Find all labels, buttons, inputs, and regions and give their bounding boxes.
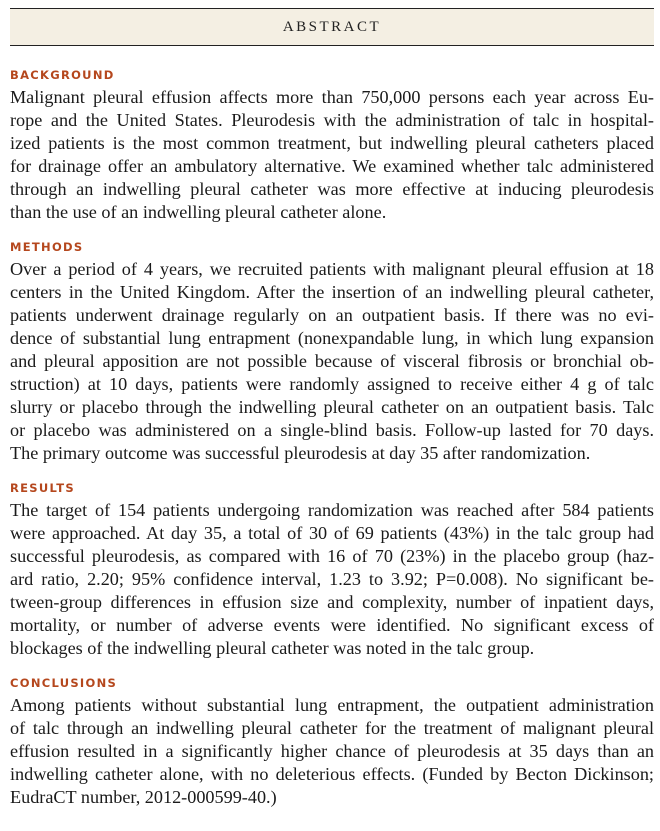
body-text-line: mortality, or number of adverse events were identified. No significant excess of bbox=[10, 615, 654, 635]
body-text-line: patients underwent drainage regularly on an outpatient basis. If there was no evi- bbox=[10, 305, 654, 325]
body-text-line: tween-group differences in effusion size and complexity, number of inpatient days, bbox=[10, 592, 654, 612]
body-text-line: were approached. At day 35, a total of 30 of 69 patients (43%) in the talc group had bbox=[10, 523, 654, 543]
abstract-title: ABSTRACT bbox=[282, 18, 382, 35]
body-text-line: blockages of the indwelling pleural catheter was noted in the talc group. bbox=[10, 638, 535, 658]
body-text-line: centers in the United Kingdom. After the insertion of an indwelling pleural catheter, bbox=[10, 282, 654, 302]
body-text-line: successful pleurodesis, as compared with 16 of 70 (23%) in the placebo group (haz- bbox=[10, 546, 654, 566]
body-text-line: and pleural apposition are not possible because of visceral fibrosis or bronchial ob- bbox=[10, 351, 654, 371]
body-text-line: Over a period of 4 years, we recruited patients with malignant pleural effusion at 18 bbox=[10, 259, 654, 279]
body-text-line: rope and the United States. Pleurodesis with the administration of talc in hospital- bbox=[10, 110, 654, 130]
body-text-line: for drainage offer an ambulatory alternative. We examined whether talc administered bbox=[10, 156, 654, 176]
section-heading: METHODS bbox=[10, 240, 84, 254]
body-text-line: effusion resulted in a significantly higher chance of pleurodesis at 35 days than an bbox=[10, 741, 654, 761]
body-text-line: EudraCT number, 2012-000599-40.) bbox=[10, 787, 277, 807]
body-text-line: or placebo was administered on a single-blind basis. Follow-up lasted for 70 days. bbox=[10, 420, 654, 440]
body-text-line: than the use of an indwelling pleural catheter alone. bbox=[10, 202, 387, 222]
body-text-line: Among patients without substantial lung entrapment, the outpatient administration bbox=[10, 695, 654, 715]
abstract-header bbox=[10, 8, 654, 46]
section-conclusions bbox=[8, 676, 660, 809]
section-results bbox=[8, 481, 660, 660]
abstract-body bbox=[8, 68, 660, 809]
section-background bbox=[8, 68, 660, 224]
abstract-page bbox=[0, 8, 660, 809]
body-text-line: ized patients is the most common treatment, but indwelling pleural catheters placed bbox=[10, 133, 654, 153]
body-text-line: indwelling catheter alone, with no deleterious effects. (Funded by Becton Dickinson; bbox=[10, 764, 654, 784]
body-text-line: The primary outcome was successful pleurodesis at day 35 after randomization. bbox=[10, 443, 591, 463]
body-text-line: dence of substantial lung entrapment (nonexpandable lung, in which lung expansion bbox=[10, 328, 654, 348]
body-text-line: The target of 154 patients undergoing randomization was reached after 584 patients bbox=[10, 500, 654, 520]
section-methods bbox=[8, 240, 660, 465]
body-text-line: of talc through an indwelling pleural catheter for the treatment of malignant pleural bbox=[10, 718, 654, 738]
body-text-line: struction) at 10 days, patients were randomly assigned to receive either 4 g of talc bbox=[10, 374, 654, 394]
body-text-line: through an indwelling pleural catheter was more effective at inducing pleurodesis bbox=[10, 179, 654, 199]
body-text-line: Malignant pleural effusion affects more than 750,000 persons each year across Eu- bbox=[10, 87, 654, 107]
body-text-line: ard ratio, 2.20; 95% confidence interval, 1.23 to 3.92; P=0.008). No significant be- bbox=[10, 569, 654, 589]
section-heading: BACKGROUND bbox=[10, 68, 115, 82]
section-heading: CONCLUSIONS bbox=[10, 676, 118, 690]
body-text-line: slurry or placebo through the indwelling pleural catheter on an outpatient basis. Talc bbox=[10, 397, 654, 417]
section-heading: RESULTS bbox=[10, 481, 75, 495]
